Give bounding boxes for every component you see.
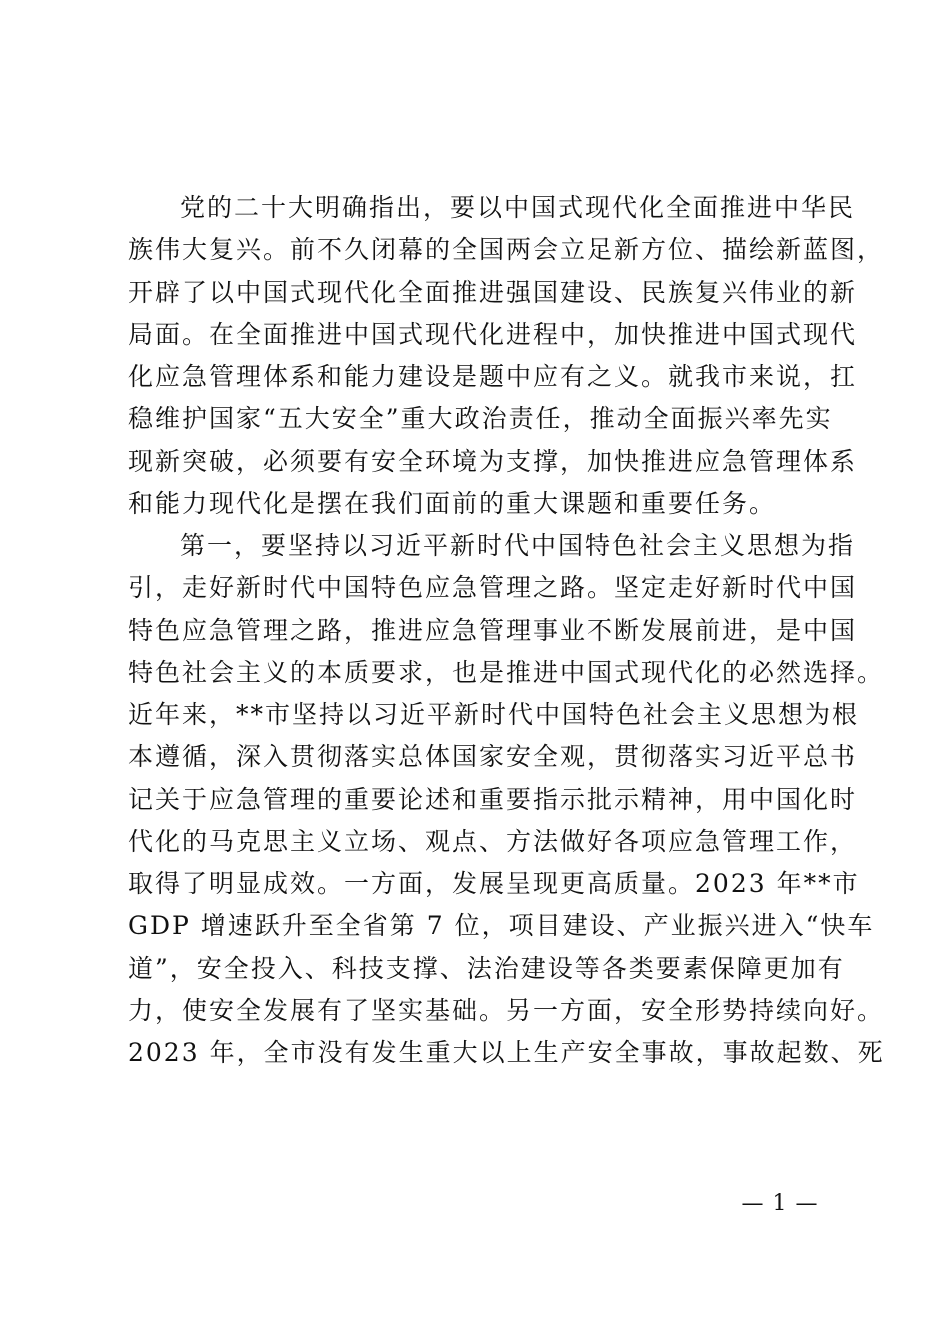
paragraph-line: 特色应急管理之路，推进应急管理事业不断发展前进，是中国 (128, 615, 858, 645)
paragraph-line: 力，使安全发展有了坚实基础。另一方面，安全形势持续向好。 (128, 995, 885, 1025)
paragraph-line: 取得了明显成效。一方面，发展呈现更高质量。2023 年**市 (128, 869, 860, 898)
paragraph-line: 族伟大复兴。前不久闭幕的全国两会立足新方位、描绘新蓝图， (128, 235, 885, 265)
paragraph-line: 第一，要坚持以习近平新时代中国特色社会主义思想为指 (180, 531, 856, 560)
paragraph-line: 道”，安全投入、科技支撑、法治建设等各类要素保障更加有 (128, 953, 845, 983)
paragraph-line: 开辟了以中国式现代化全面推进强国建设、民族复兴伟业的新 (128, 277, 858, 307)
paragraph-line: GDP 增速跃升至全省第 7 位，项目建设、产业振兴进入“快车 (128, 911, 875, 941)
paragraph-line: 引，走好新时代中国特色应急管理之路。坚定走好新时代中国 (128, 573, 858, 603)
paragraph-line: 现新突破，必须要有安全环境为支撑，加快推进应急管理体系 (128, 446, 858, 476)
paragraph-line: 党的二十大明确指出，要以中国式现代化全面推进中华民 (180, 193, 856, 222)
body-text (128, 187, 885, 1074)
paragraph-line: 记关于应急管理的重要论述和重要指示批示精神，用中国化时 (128, 784, 858, 814)
paragraph-line: 代化的马克思主义立场、观点、方法做好各项应急管理工作， (128, 826, 858, 856)
paragraph-line: 近年来，**市坚持以习近平新时代中国特色社会主义思想为根 (128, 700, 860, 729)
paragraph-line: 本遵循，深入贯彻落实总体国家安全观，贯彻落实习近平总书 (128, 742, 858, 772)
page-number: — 1 — (741, 1191, 819, 1216)
paragraph-line: 特色社会主义的本质要求，也是推进中国式现代化的必然选择。 (128, 657, 885, 687)
paragraph-line: 和能力现代化是摆在我们面前的重大课题和重要任务。 (128, 488, 777, 518)
paragraph-line: 2023 年，全市没有发生重大以上生产安全事故，事故起数、死 (128, 1038, 885, 1067)
paragraph-line: 稳维护国家“五大安全”重大政治责任，推动全面振兴率先实 (128, 404, 833, 434)
paragraph-line: 化应急管理体系和能力建设是题中应有之义。就我市来说，扛 (128, 362, 858, 391)
paragraph-line: 局面。在全面推进中国式现代化进程中，加快推进中国式现代 (128, 319, 858, 349)
